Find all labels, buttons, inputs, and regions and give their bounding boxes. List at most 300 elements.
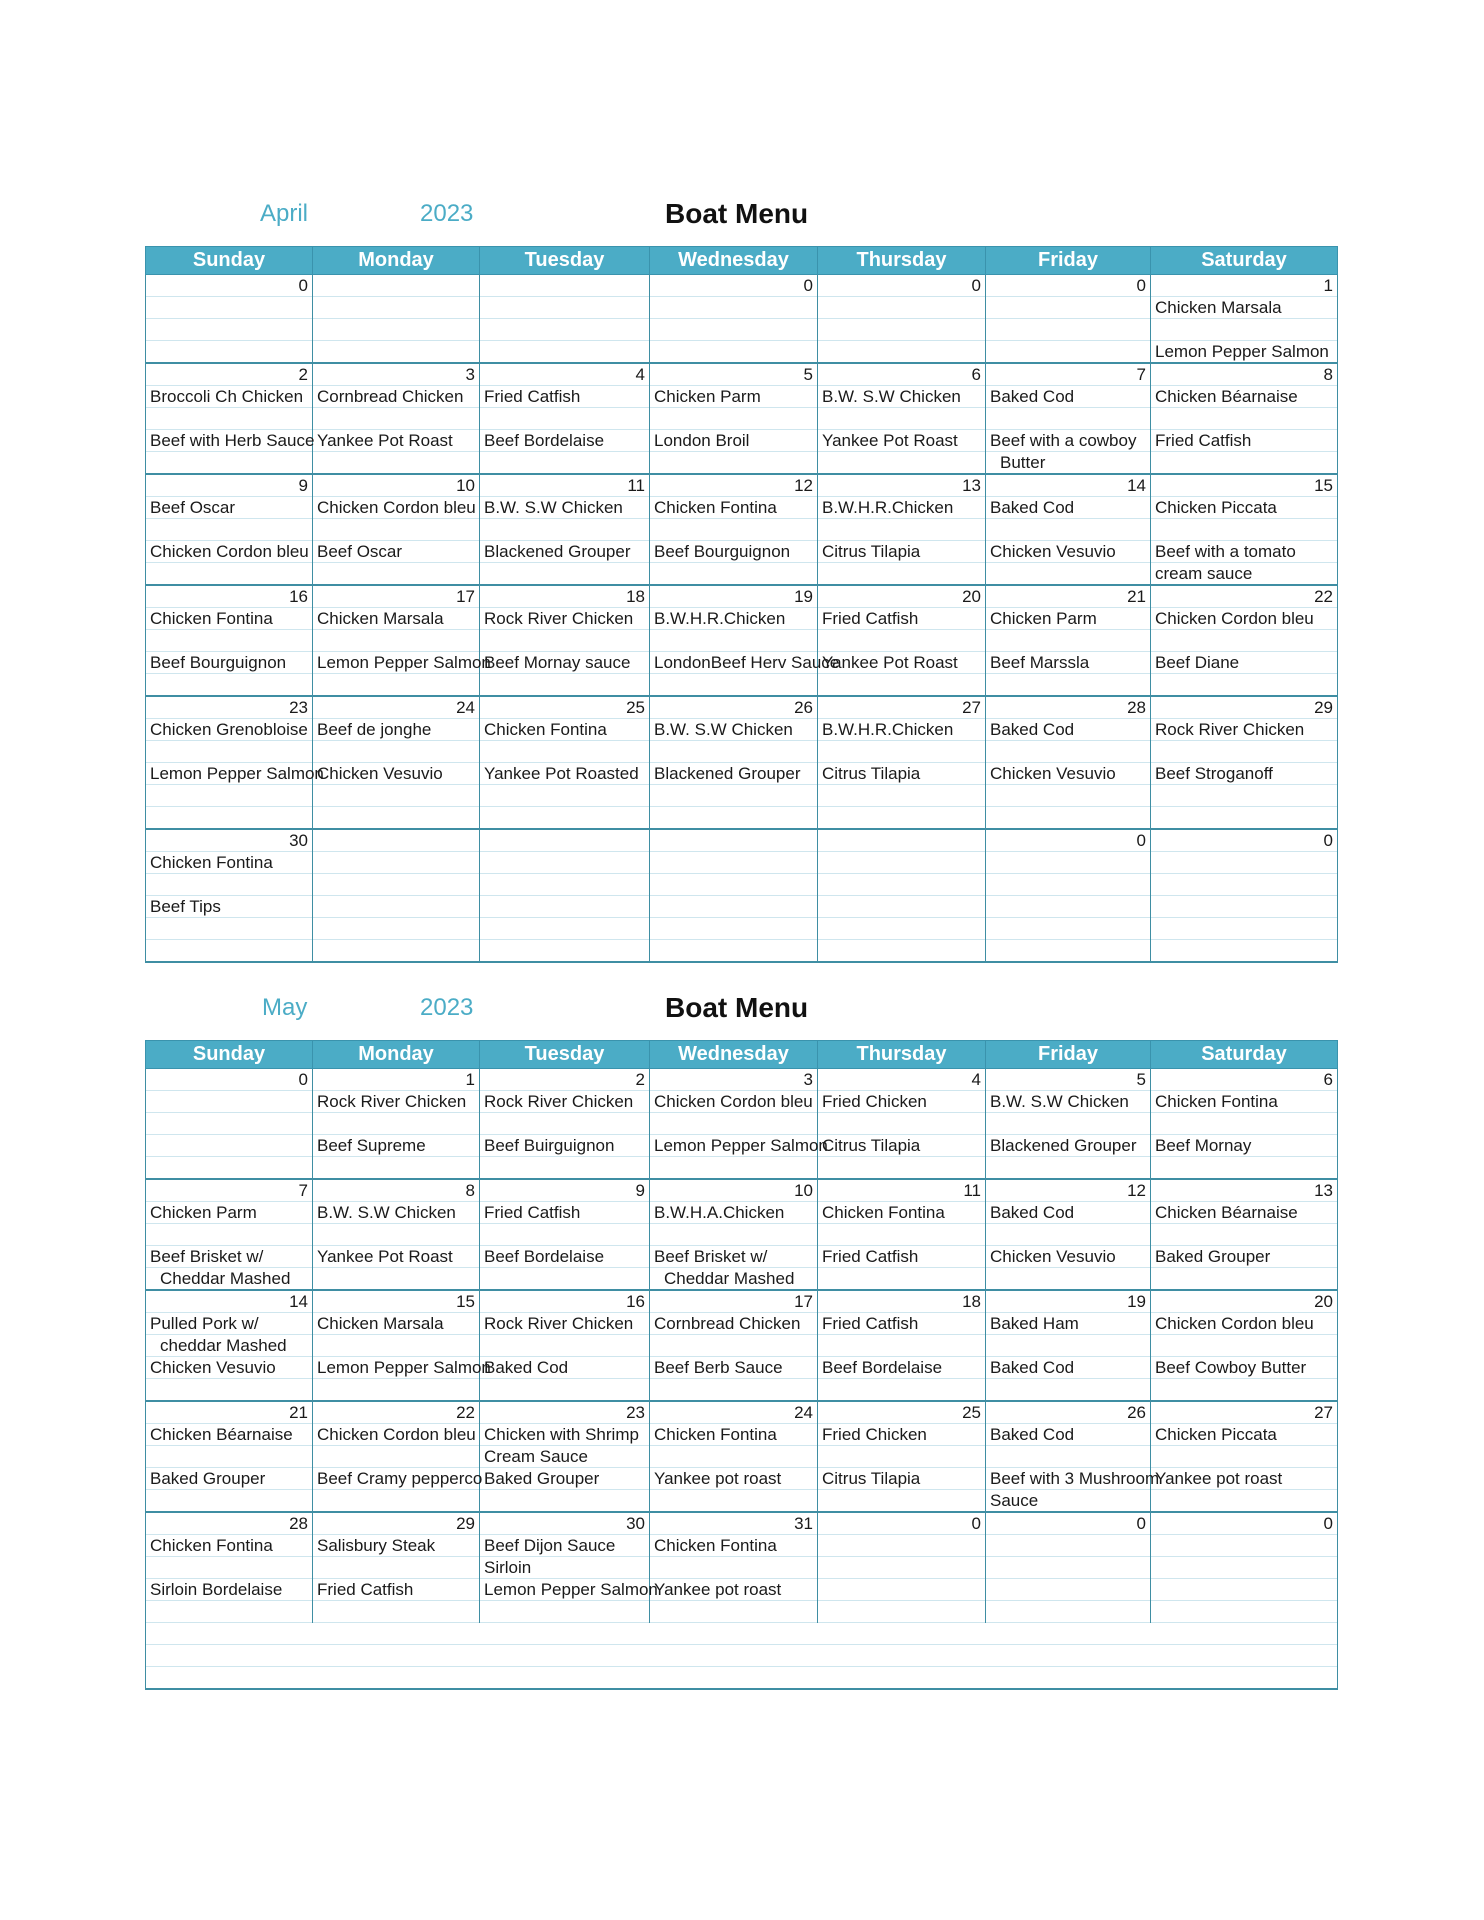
menu-row bbox=[146, 430, 1338, 452]
menu-item bbox=[146, 674, 313, 697]
date-row bbox=[146, 474, 1338, 497]
day-number: 27 bbox=[818, 696, 986, 719]
menu-item bbox=[818, 1268, 986, 1291]
menu-item: Chicken Fontina bbox=[650, 497, 818, 519]
menu-row bbox=[146, 1113, 1338, 1135]
day-number: 9 bbox=[480, 1179, 650, 1202]
menu-item bbox=[313, 341, 480, 364]
menu-item: Beef de jonghe bbox=[313, 719, 480, 741]
menu-item: Baked Grouper bbox=[146, 1468, 313, 1490]
menu-item bbox=[986, 852, 1151, 874]
menu-item bbox=[986, 1335, 1151, 1357]
menu-item bbox=[313, 319, 480, 341]
day-number: 13 bbox=[818, 474, 986, 497]
menu-item: Blackened Grouper bbox=[480, 541, 650, 563]
menu-item: Fried Catfish bbox=[818, 1313, 986, 1335]
day-number: 10 bbox=[313, 474, 480, 497]
menu-row bbox=[146, 719, 1338, 741]
day-number: 0 bbox=[818, 275, 986, 297]
menu-item: Yankee Pot Roasted bbox=[480, 763, 650, 785]
menu-item bbox=[818, 1667, 986, 1690]
menu-item: Fried Catfish bbox=[313, 1579, 480, 1601]
menu-item: Cornbread Chicken bbox=[650, 1313, 818, 1335]
menu-item bbox=[480, 1490, 650, 1513]
menu-item bbox=[146, 940, 313, 963]
day-number: 21 bbox=[986, 585, 1151, 608]
menu-item bbox=[986, 563, 1151, 586]
menu-row bbox=[146, 1424, 1338, 1446]
menu-row bbox=[146, 652, 1338, 674]
menu-item: Chicken Fontina bbox=[650, 1535, 818, 1557]
menu-item bbox=[650, 807, 818, 830]
april-calendar bbox=[145, 200, 1337, 963]
menu-item: Citrus Tilapia bbox=[818, 541, 986, 563]
april-table bbox=[145, 246, 1338, 963]
menu-item bbox=[146, 297, 313, 319]
day-number: 14 bbox=[146, 1290, 313, 1313]
menu-item: Chicken Vesuvio bbox=[986, 541, 1151, 563]
menu-item bbox=[146, 741, 313, 763]
day-number: 8 bbox=[1151, 363, 1338, 386]
weekday-tuesday: Tuesday bbox=[480, 1041, 650, 1069]
menu-row bbox=[146, 297, 1338, 319]
menu-item bbox=[480, 519, 650, 541]
menu-item: Beef with 3 Mushroom bbox=[986, 1468, 1151, 1490]
menu-item bbox=[818, 297, 986, 319]
menu-item bbox=[480, 1224, 650, 1246]
menu-item: Yankee pot roast bbox=[650, 1579, 818, 1601]
menu-row bbox=[146, 1091, 1338, 1113]
menu-item bbox=[650, 674, 818, 697]
day-number: 31 bbox=[650, 1512, 818, 1535]
menu-row bbox=[146, 519, 1338, 541]
day-number bbox=[480, 829, 650, 852]
day-number: 28 bbox=[986, 696, 1151, 719]
day-number: 10 bbox=[650, 1179, 818, 1202]
menu-item bbox=[1151, 630, 1338, 652]
menu-row bbox=[146, 896, 1338, 918]
menu-item: Yankee pot roast bbox=[1151, 1468, 1338, 1490]
day-number: 18 bbox=[480, 585, 650, 608]
menu-item bbox=[818, 563, 986, 586]
menu-item: Yankee Pot Roast bbox=[818, 430, 986, 452]
may-calendar bbox=[145, 994, 1337, 1690]
menu-item bbox=[146, 1135, 313, 1157]
menu-item: Sirloin bbox=[480, 1557, 650, 1579]
menu-item: Beef Brisket w/ bbox=[650, 1246, 818, 1268]
menu-item: Fried Catfish bbox=[818, 1246, 986, 1268]
menu-item bbox=[146, 519, 313, 541]
menu-item bbox=[986, 1601, 1151, 1623]
menu-item: Chicken Fontina bbox=[146, 852, 313, 874]
menu-item bbox=[1151, 452, 1338, 475]
day-number: 24 bbox=[650, 1401, 818, 1424]
menu-item bbox=[650, 1224, 818, 1246]
menu-item: Beef with a tomato bbox=[1151, 541, 1338, 563]
menu-item bbox=[313, 1113, 480, 1135]
menu-item bbox=[1151, 896, 1338, 918]
day-number: 15 bbox=[1151, 474, 1338, 497]
menu-item: Chicken Vesuvio bbox=[146, 1357, 313, 1379]
menu-row bbox=[146, 408, 1338, 430]
menu-item bbox=[1151, 1623, 1338, 1645]
menu-item bbox=[986, 1623, 1151, 1645]
menu-item: Baked Grouper bbox=[1151, 1246, 1338, 1268]
menu-item bbox=[313, 1268, 480, 1291]
date-row bbox=[146, 585, 1338, 608]
menu-item bbox=[146, 563, 313, 586]
menu-item bbox=[986, 674, 1151, 697]
day-number: 30 bbox=[480, 1512, 650, 1535]
menu-row bbox=[146, 1268, 1338, 1291]
day-number: 11 bbox=[818, 1179, 986, 1202]
day-number: 4 bbox=[480, 363, 650, 386]
menu-item bbox=[1151, 1224, 1338, 1246]
menu-row bbox=[146, 386, 1338, 408]
menu-item bbox=[650, 452, 818, 475]
menu-item bbox=[818, 1535, 986, 1557]
weekday-saturday: Saturday bbox=[1151, 1041, 1338, 1069]
menu-item: Fried Chicken bbox=[818, 1424, 986, 1446]
menu-item: Yankee Pot Roast bbox=[818, 652, 986, 674]
menu-item: Beef Tips bbox=[146, 896, 313, 918]
day-number: 0 bbox=[146, 1069, 313, 1091]
menu-row bbox=[146, 1246, 1338, 1268]
weekday-wednesday: Wednesday bbox=[650, 1041, 818, 1069]
menu-item bbox=[818, 1379, 986, 1402]
menu-item bbox=[986, 1157, 1151, 1180]
day-number bbox=[650, 829, 818, 852]
day-number: 18 bbox=[818, 1290, 986, 1313]
menu-item: Beef Mornay bbox=[1151, 1135, 1338, 1157]
day-number: 21 bbox=[146, 1401, 313, 1424]
month-name: April bbox=[260, 200, 309, 227]
menu-row bbox=[146, 1157, 1338, 1180]
menu-item bbox=[480, 896, 650, 918]
menu-item bbox=[1151, 918, 1338, 940]
year: 2023 bbox=[420, 994, 474, 1021]
day-number: 0 bbox=[818, 1512, 986, 1535]
menu-item bbox=[146, 1113, 313, 1135]
menu-item bbox=[480, 1157, 650, 1180]
menu-item: Salisbury Steak bbox=[313, 1535, 480, 1557]
weekday-monday: Monday bbox=[313, 247, 480, 275]
menu-item bbox=[650, 1557, 818, 1579]
menu-item bbox=[650, 940, 818, 963]
menu-item: Chicken Fontina bbox=[146, 1535, 313, 1557]
menu-item bbox=[986, 1224, 1151, 1246]
menu-item bbox=[313, 807, 480, 830]
menu-item: Rock River Chicken bbox=[1151, 719, 1338, 741]
menu-item bbox=[146, 785, 313, 807]
menu-item bbox=[480, 918, 650, 940]
menu-item: Lemon Pepper Salmon bbox=[313, 1357, 480, 1379]
menu-item bbox=[313, 1623, 480, 1645]
april-header bbox=[145, 200, 1337, 246]
menu-item: Chicken Béarnaise bbox=[1151, 1202, 1338, 1224]
menu-item: Yankee pot roast bbox=[650, 1468, 818, 1490]
menu-item bbox=[818, 341, 986, 364]
menu-item: B.W.H.R.Chicken bbox=[818, 497, 986, 519]
menu-item: Chicken Béarnaise bbox=[146, 1424, 313, 1446]
menu-item bbox=[818, 1446, 986, 1468]
menu-item bbox=[650, 519, 818, 541]
menu-row bbox=[146, 541, 1338, 563]
menu-item bbox=[480, 297, 650, 319]
menu-item: Baked Cod bbox=[986, 1357, 1151, 1379]
menu-row bbox=[146, 1490, 1338, 1513]
menu-item: Baked Grouper bbox=[480, 1468, 650, 1490]
menu-item: Lemon Pepper Salmon bbox=[313, 652, 480, 674]
menu-item bbox=[1151, 519, 1338, 541]
menu-item bbox=[650, 1490, 818, 1513]
menu-item bbox=[1151, 874, 1338, 896]
menu-item bbox=[480, 1601, 650, 1623]
menu-item bbox=[818, 874, 986, 896]
menu-item bbox=[818, 1157, 986, 1180]
menu-item bbox=[986, 807, 1151, 830]
menu-item: Chicken Fontina bbox=[146, 608, 313, 630]
menu-item bbox=[986, 1579, 1151, 1601]
menu-item: Baked Cod bbox=[986, 1424, 1151, 1446]
menu-item bbox=[986, 1645, 1151, 1667]
menu-item: Beef Marssla bbox=[986, 652, 1151, 674]
menu-item: Sirloin Bordelaise bbox=[146, 1579, 313, 1601]
menu-item: Beef Supreme bbox=[313, 1135, 480, 1157]
weekday-monday: Monday bbox=[313, 1041, 480, 1069]
day-number: 20 bbox=[818, 585, 986, 608]
menu-row bbox=[146, 319, 1338, 341]
date-row bbox=[146, 1179, 1338, 1202]
menu-item bbox=[1151, 1379, 1338, 1402]
menu-item: Baked Cod bbox=[986, 719, 1151, 741]
day-number: 29 bbox=[1151, 696, 1338, 719]
menu-item: Beef Diane bbox=[1151, 652, 1338, 674]
day-number: 3 bbox=[313, 363, 480, 386]
menu-row bbox=[146, 563, 1338, 586]
menu-row bbox=[146, 1135, 1338, 1157]
day-number bbox=[818, 829, 986, 852]
menu-item bbox=[1151, 674, 1338, 697]
date-row bbox=[146, 1512, 1338, 1535]
menu-row bbox=[146, 940, 1338, 963]
weekday-header-row bbox=[146, 1041, 1338, 1069]
day-number: 1 bbox=[1151, 275, 1338, 297]
menu-item bbox=[650, 1157, 818, 1180]
menu-item: Chicken Vesuvio bbox=[986, 1246, 1151, 1268]
menu-item bbox=[1151, 1446, 1338, 1468]
menu-item: Chicken Parm bbox=[986, 608, 1151, 630]
menu-item bbox=[818, 1579, 986, 1601]
menu-item bbox=[986, 918, 1151, 940]
menu-item: Beef Stroganoff bbox=[1151, 763, 1338, 785]
day-number: 0 bbox=[986, 275, 1151, 297]
menu-item: Fried Chicken bbox=[818, 1091, 986, 1113]
menu-item bbox=[313, 408, 480, 430]
day-number: 12 bbox=[650, 474, 818, 497]
menu-item bbox=[818, 408, 986, 430]
menu-item: Beef Dijon Sauce bbox=[480, 1535, 650, 1557]
menu-item bbox=[650, 297, 818, 319]
menu-item bbox=[1151, 408, 1338, 430]
day-number: 15 bbox=[313, 1290, 480, 1313]
menu-item bbox=[313, 563, 480, 586]
menu-item bbox=[986, 785, 1151, 807]
menu-item bbox=[986, 408, 1151, 430]
menu-item: Chicken Fontina bbox=[1151, 1091, 1338, 1113]
menu-item bbox=[986, 630, 1151, 652]
day-number: 25 bbox=[818, 1401, 986, 1424]
menu-item bbox=[313, 940, 480, 963]
menu-item bbox=[818, 630, 986, 652]
menu-item bbox=[313, 896, 480, 918]
menu-item bbox=[313, 1157, 480, 1180]
menu-row bbox=[146, 1202, 1338, 1224]
menu-item bbox=[1151, 1535, 1338, 1557]
day-number: 0 bbox=[146, 275, 313, 297]
menu-item bbox=[818, 674, 986, 697]
menu-item: London Broil bbox=[650, 430, 818, 452]
menu-item bbox=[1151, 940, 1338, 963]
menu-item: Yankee Pot Roast bbox=[313, 430, 480, 452]
menu-item bbox=[650, 785, 818, 807]
menu-item bbox=[480, 852, 650, 874]
menu-item bbox=[986, 896, 1151, 918]
menu-item: Citrus Tilapia bbox=[818, 763, 986, 785]
menu-item: Beef Cowboy Butter bbox=[1151, 1357, 1338, 1379]
menu-item: Beef Cramy pepperco bbox=[313, 1468, 480, 1490]
day-number: 19 bbox=[650, 585, 818, 608]
weekday-friday: Friday bbox=[986, 247, 1151, 275]
menu-item: cream sauce bbox=[1151, 563, 1338, 586]
weekday-wednesday: Wednesday bbox=[650, 247, 818, 275]
day-number: 0 bbox=[986, 1512, 1151, 1535]
menu-row bbox=[146, 1335, 1338, 1357]
menu-item bbox=[650, 408, 818, 430]
menu-item bbox=[480, 1379, 650, 1402]
menu-item: Chicken Grenobloise bbox=[146, 719, 313, 741]
menu-item: B.W. S.W Chicken bbox=[480, 497, 650, 519]
menu-item: Baked Cod bbox=[986, 497, 1151, 519]
menu-item: Chicken Piccata bbox=[1151, 497, 1338, 519]
menu-item: Citrus Tilapia bbox=[818, 1135, 986, 1157]
menu-item bbox=[1151, 1113, 1338, 1135]
menu-row bbox=[146, 807, 1338, 830]
menu-item bbox=[313, 1645, 480, 1667]
day-number: 5 bbox=[650, 363, 818, 386]
weekday-saturday: Saturday bbox=[1151, 247, 1338, 275]
menu-item: Beef Mornay sauce bbox=[480, 652, 650, 674]
menu-item bbox=[818, 319, 986, 341]
menu-item bbox=[313, 741, 480, 763]
menu-item bbox=[818, 1224, 986, 1246]
day-number: 20 bbox=[1151, 1290, 1338, 1313]
menu-item bbox=[146, 1379, 313, 1402]
menu-item bbox=[818, 1645, 986, 1667]
menu-item bbox=[313, 630, 480, 652]
day-number: 23 bbox=[146, 696, 313, 719]
menu-item bbox=[313, 297, 480, 319]
menu-item: LondonBeef Herv Sauce bbox=[650, 652, 818, 674]
menu-item bbox=[650, 1446, 818, 1468]
day-number: 22 bbox=[313, 1401, 480, 1424]
day-number: 2 bbox=[480, 1069, 650, 1091]
day-number: 26 bbox=[650, 696, 818, 719]
menu-item bbox=[480, 1645, 650, 1667]
menu-item: Rock River Chicken bbox=[480, 1313, 650, 1335]
menu-item bbox=[480, 674, 650, 697]
menu-item bbox=[1151, 1490, 1338, 1513]
menu-row bbox=[146, 763, 1338, 785]
menu-item bbox=[650, 630, 818, 652]
date-row bbox=[146, 1401, 1338, 1424]
menu-item bbox=[986, 1535, 1151, 1557]
day-number: 17 bbox=[313, 585, 480, 608]
day-number: 8 bbox=[313, 1179, 480, 1202]
menu-item: Cornbread Chicken bbox=[313, 386, 480, 408]
may-header bbox=[145, 994, 1337, 1040]
menu-item: Lemon Pepper Salmon bbox=[1151, 341, 1338, 364]
menu-item: Fried Catfish bbox=[1151, 430, 1338, 452]
menu-item: Chicken Fontina bbox=[818, 1202, 986, 1224]
menu-item: Citrus Tilapia bbox=[818, 1468, 986, 1490]
day-number: 1 bbox=[313, 1069, 480, 1091]
menu-item bbox=[313, 452, 480, 475]
menu-item bbox=[480, 785, 650, 807]
menu-item bbox=[313, 1601, 480, 1623]
menu-item bbox=[1151, 1268, 1338, 1291]
menu-row bbox=[146, 918, 1338, 940]
menu-item bbox=[1151, 741, 1338, 763]
menu-item bbox=[146, 918, 313, 940]
menu-item bbox=[146, 1091, 313, 1113]
menu-item: Beef with Herb Sauce bbox=[146, 430, 313, 452]
menu-item bbox=[146, 319, 313, 341]
day-number: 26 bbox=[986, 1401, 1151, 1424]
menu-item bbox=[650, 1335, 818, 1357]
menu-item bbox=[650, 1645, 818, 1667]
menu-item: Rock River Chicken bbox=[480, 1091, 650, 1113]
weekday-tuesday: Tuesday bbox=[480, 247, 650, 275]
menu-row bbox=[146, 1645, 1338, 1667]
menu-row bbox=[146, 1357, 1338, 1379]
day-number: 0 bbox=[650, 275, 818, 297]
menu-item bbox=[146, 408, 313, 430]
menu-item bbox=[1151, 785, 1338, 807]
menu-row bbox=[146, 741, 1338, 763]
menu-item: Beef Bordelaise bbox=[480, 430, 650, 452]
menu-item bbox=[480, 940, 650, 963]
weekday-sunday: Sunday bbox=[146, 1041, 313, 1069]
menu-item bbox=[986, 940, 1151, 963]
menu-item: Blackened Grouper bbox=[650, 763, 818, 785]
menu-item bbox=[818, 1335, 986, 1357]
menu-item: Chicken Cordon bleu bbox=[146, 541, 313, 563]
menu-item bbox=[818, 785, 986, 807]
menu-item: Rock River Chicken bbox=[480, 608, 650, 630]
menu-item bbox=[818, 1557, 986, 1579]
day-number: 0 bbox=[1151, 1512, 1338, 1535]
day-number bbox=[313, 829, 480, 852]
menu-item: Chicken Cordon bleu bbox=[1151, 1313, 1338, 1335]
menu-row bbox=[146, 452, 1338, 475]
menu-item: Lemon Pepper Salmon bbox=[480, 1579, 650, 1601]
menu-item: Beef Bordelaise bbox=[480, 1246, 650, 1268]
menu-item bbox=[650, 1601, 818, 1623]
menu-item: Beef Berb Sauce bbox=[650, 1357, 818, 1379]
menu-item bbox=[313, 1379, 480, 1402]
day-number: 30 bbox=[146, 829, 313, 852]
